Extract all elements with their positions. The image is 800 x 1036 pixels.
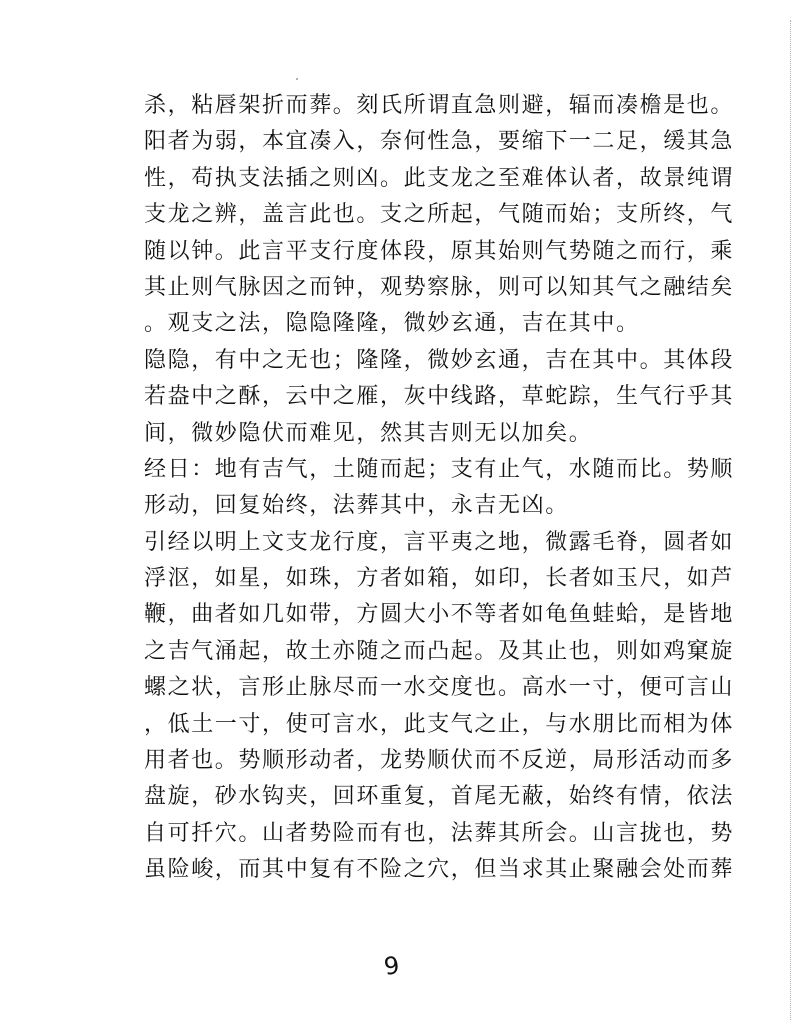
text-line: 随以钟。此言平支行度体段，原其始则气势随之而行，乘	[144, 238, 735, 264]
scan-speck	[296, 78, 298, 80]
text-line: 间，微妙隐伏而难见，然其吉则无以加矣。	[144, 420, 593, 446]
text-line: 其止则气脉因之而钟，观势察脉，则可以知其气之融结矣	[144, 274, 735, 300]
text-line: 虽险峻，而其中复有不险之穴，但当求其止聚融会处而葬	[144, 857, 735, 883]
text-line: 引经以明上文支龙行度，言平夷之地，微露毛脊，圆者如	[144, 529, 735, 555]
body-text	[144, 88, 735, 889]
text-line: 之吉气涌起，故土亦随之而凸起。及其止也，则如鸡窠旋	[144, 638, 735, 664]
text-line: 支龙之辨，盖言此也。支之所起，气随而始；支所终，气	[144, 202, 735, 228]
text-line: 隐隐，有中之无也；隆隆，微妙玄通，吉在其中。其体段	[144, 347, 735, 373]
text-line: 自可扦穴。山者势险而有也，法葬其所会。山言拢也，势	[144, 820, 735, 846]
text-line: 杀，粘唇架折而葬。刻氏所谓直急则避，辐而凑檐是也。	[144, 93, 735, 118]
text-line: 螺之状，言形止脉尽而一水交度也。高水一寸，便可言山	[144, 675, 735, 701]
text-line: 形动，回复始终，法葬其中，永吉无凶。	[144, 493, 569, 519]
text-line: 阳者为弱，本宜凑入，奈何性急，要缩下一二足，缓其急	[144, 129, 735, 155]
text-line: 用者也。势顺形动者，龙势顺伏而不反逆，局形活动而多	[144, 748, 735, 774]
text-line: 浮沤，如星，如珠，方者如箱，如印，长者如玉尺，如芦	[144, 566, 735, 592]
text-line: 鞭，曲者如几如带，方圆大小不等者如龟鱼蛙蛤，是皆地	[144, 602, 735, 628]
text-line: 经日：地有吉气，土随而起；支有止气，水随而比。势顺	[144, 456, 735, 482]
page-number: 9	[382, 951, 402, 981]
text-line: 盘旋，砂水钩夹，回环重复，首尾无蔽，始终有情，依法	[144, 784, 735, 810]
text-line: 若盎中之酥，云中之雁，灰中线路，草蛇踪，生气行乎其	[144, 384, 735, 410]
text-line: 性，苟执支法插之则凶。此支龙之至难体认者，故景纯谓	[144, 165, 735, 191]
text-line: ，低土一寸，使可言水，此支气之止，与水朋比而相为体	[144, 711, 735, 737]
scan-edge	[790, 20, 792, 1020]
text-line: 。观支之法，隐隐隆隆，微妙玄通，吉在其中。	[144, 311, 640, 337]
